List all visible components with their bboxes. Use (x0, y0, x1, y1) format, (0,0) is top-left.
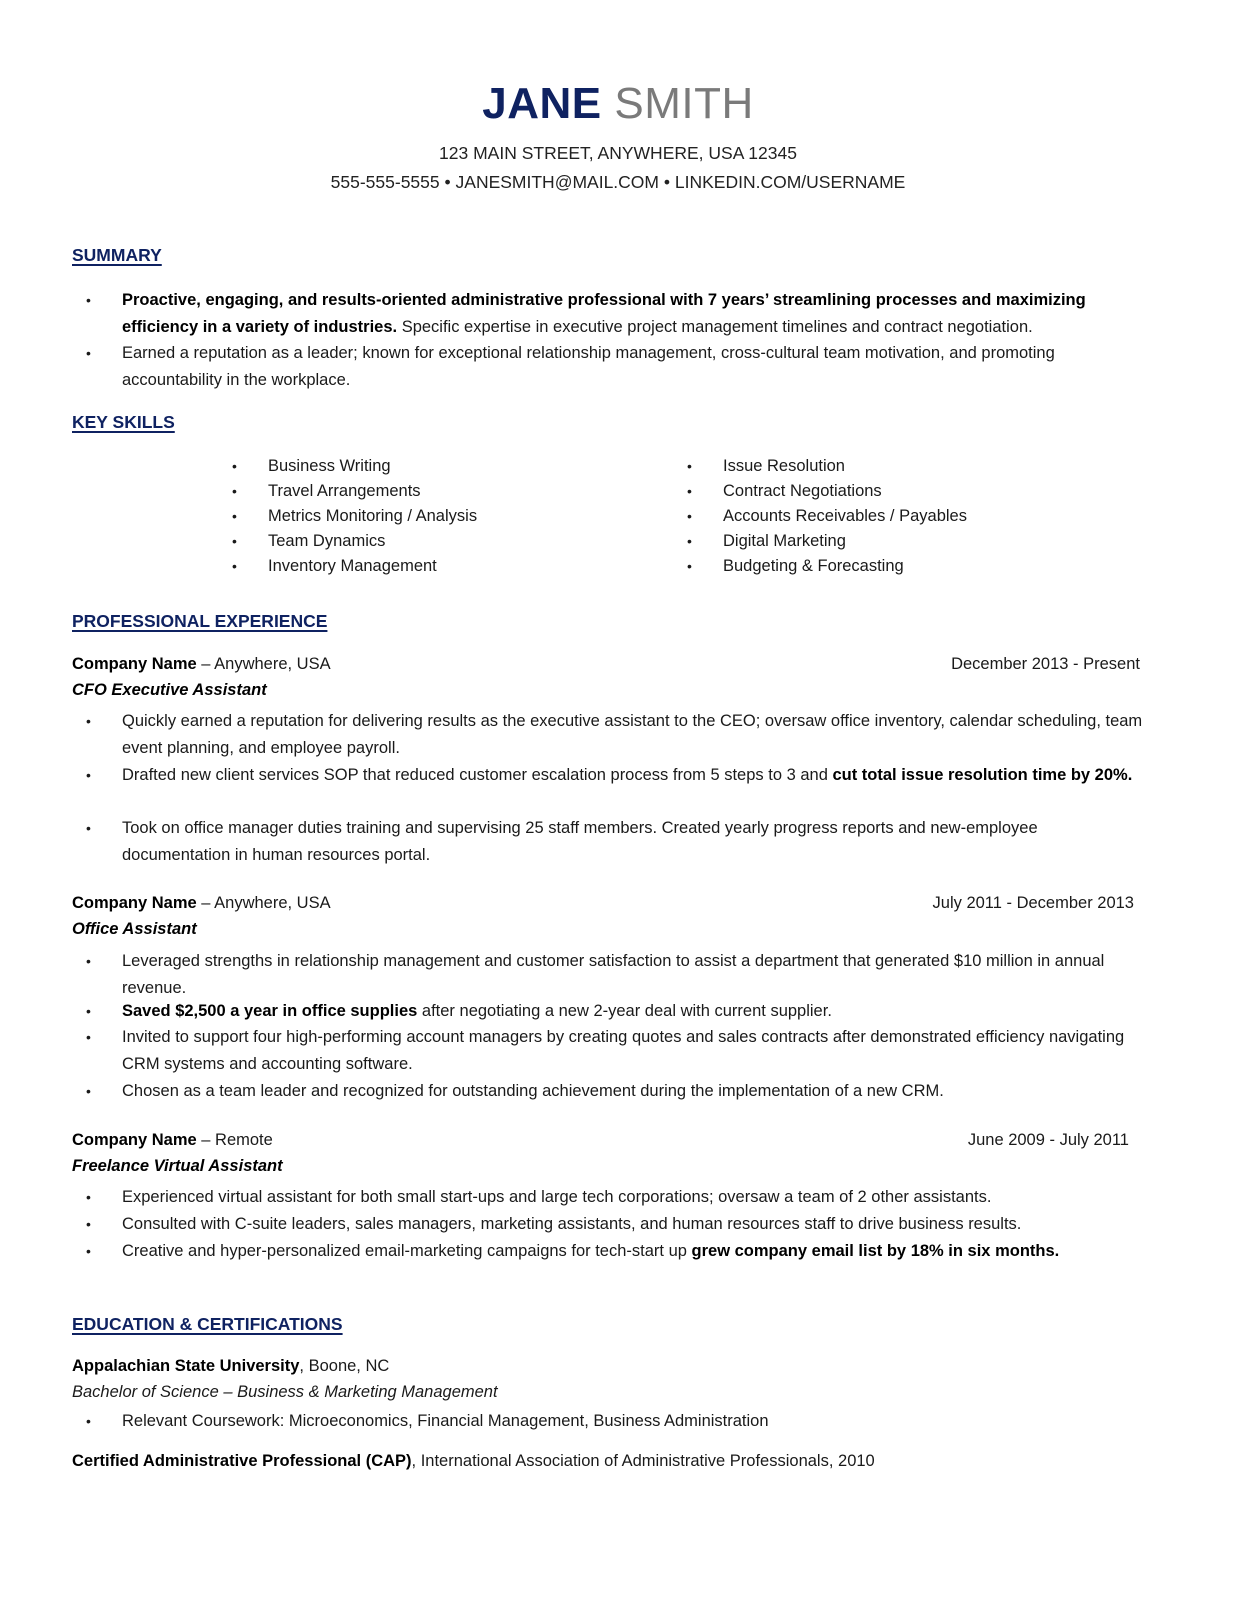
bullet-icon: • (86, 1413, 91, 1429)
bullet-icon: • (86, 292, 91, 308)
bullet-icon: • (86, 1216, 91, 1232)
skill-label: Digital Marketing (723, 532, 846, 550)
company-location: – Remote (196, 1131, 273, 1149)
skill-label: Team Dynamics (268, 532, 386, 550)
cert-detail: , International Association of Administrative Professionals, 2010 (411, 1452, 875, 1470)
address: 123 MAIN STREET, ANYWHERE, USA 12345 (439, 143, 797, 163)
job-title: CFO Executive Assistant (72, 681, 267, 699)
separator: • (444, 172, 451, 192)
job-dates: June 2009 - July 2011 (967, 1131, 1129, 1149)
school-location: , Boone, NC (299, 1357, 390, 1375)
summary-text: Specific expertise in executive project management timelines and contract negotiation. (397, 318, 1033, 336)
last-name: SMITH (614, 79, 754, 128)
school-line (72, 1354, 389, 1378)
job-dates: July 2011 - December 2013 (932, 894, 1134, 912)
bullet-bold: cut total issue resolution time by 20%. (832, 766, 1133, 784)
bullet-icon: • (86, 345, 91, 361)
skills-heading: KEY SKILLS (72, 412, 175, 432)
bullet-text: Experienced virtual assistant for both small start-ups and large tech corporations; oversaw a team of 2 other assistants. (122, 1188, 992, 1206)
bullet-icon: • (232, 483, 237, 499)
bullet-icon: • (86, 713, 91, 729)
linkedin[interactable]: LINKEDIN.COM/USERNAME (674, 172, 906, 192)
company-name: Company Name (72, 894, 197, 912)
skill-label: Contract Negotiations (723, 482, 882, 500)
skill-label: Business Writing (268, 457, 391, 475)
skill-label: Inventory Management (268, 557, 437, 575)
bullet-icon: • (232, 533, 237, 549)
bullet-icon: • (232, 458, 237, 474)
bullet-icon: • (86, 1243, 91, 1259)
bullet-text: Creative and hyper-personalized email-marketing campaigns for tech-start up (122, 1242, 692, 1260)
bullet-icon: • (86, 953, 91, 969)
skill-label: Budgeting & Forecasting (723, 557, 904, 575)
job-header (72, 891, 1134, 915)
bullet-icon: • (86, 1029, 91, 1045)
bullet-text: Consulted with C-suite leaders, sales managers, marketing assistants, and human resources staff to drive business results. (122, 1215, 1022, 1233)
bullet-text: Quickly earned a reputation for delivering results as the executive assistant to the CEO; oversaw office inventory, calendar scheduling, team event planning, and employee payroll. (122, 712, 1143, 757)
skill-label: Issue Resolution (723, 457, 845, 475)
summary-text: Earned a reputation as a leader; known for exceptional relationship management, cross-cultural team motivation, and promoting accountability in the workplace. (122, 344, 1055, 389)
bullet-icon: • (232, 508, 237, 524)
experience-heading: PROFESSIONAL EXPERIENCE (72, 611, 328, 631)
company-location: – Anywhere, USA (196, 655, 331, 673)
cert-name: Certified Administrative Professional (CAP) (72, 1452, 412, 1470)
bullet-bold: grew company email list by 18% in six months. (691, 1242, 1060, 1260)
bullet-bold: Saved $2,500 a year in office supplies (122, 1002, 418, 1020)
bullet-icon: • (86, 767, 91, 783)
company-name: Company Name (72, 1131, 197, 1149)
bullet-icon: • (232, 558, 237, 574)
bullet-icon: • (687, 483, 692, 499)
bullet-text: Drafted new client services SOP that reduced customer escalation process from 5 steps to 3 and (122, 766, 833, 784)
company-name: Company Name (72, 655, 197, 673)
education-heading: EDUCATION & CERTIFICATIONS (72, 1314, 343, 1334)
bullet-icon: • (86, 1083, 91, 1099)
job-header (72, 652, 1140, 676)
summary-item (86, 287, 1146, 341)
skill-label: Metrics Monitoring / Analysis (268, 507, 478, 525)
certification-line (72, 1449, 875, 1473)
bullet-icon: • (687, 558, 692, 574)
bullet-text: Invited to support four high-performing account managers by creating quotes and sales contracts after demonstrated efficiency navigating CRM systems and accounting software. (122, 1028, 1125, 1073)
contact-line (0, 170, 1236, 194)
bullet-text: Leveraged strengths in relationship management and customer satisfaction to assist a department that generated $10 million in annual revenue. (122, 952, 1105, 997)
job-header (72, 1128, 1129, 1152)
coursework: Relevant Coursework: Microeconomics, Financial Management, Business Administration (122, 1412, 769, 1430)
job-title: Office Assistant (72, 920, 197, 938)
summary-heading: SUMMARY (72, 245, 162, 265)
first-name: JANE (482, 79, 602, 128)
bullet-icon: • (687, 508, 692, 524)
bullet-text: Took on office manager duties training and supervising 25 staff members. Created yearly progress reports and new-employee documentation in human resources portal. (122, 819, 1038, 864)
bullet-icon: • (687, 533, 692, 549)
bullet-icon: • (687, 458, 692, 474)
job-dates: December 2013 - Present (951, 655, 1140, 673)
skill-label: Accounts Receivables / Payables (723, 507, 967, 525)
bullet-icon: • (86, 820, 91, 836)
degree: Bachelor of Science – Business & Marketing Management (72, 1383, 498, 1401)
phone: 555-555-5555 (330, 172, 440, 192)
school-name: Appalachian State University (72, 1357, 300, 1375)
summary-bold: Proactive, engaging, and results-oriented administrative professional with 7 years’ streamlining processes and maximizing efficiency in a variety of industries. (122, 291, 1086, 336)
job-title: Freelance Virtual Assistant (72, 1157, 283, 1175)
bullet-icon: • (86, 1189, 91, 1205)
email[interactable]: JANESMITH@MAIL.COM (455, 172, 659, 192)
candidate-name (0, 78, 1236, 130)
summary-item (86, 340, 1146, 394)
bullet-text: Chosen as a team leader and recognized for outstanding achievement during the implementation of a new CRM. (122, 1082, 944, 1100)
separator: • (663, 172, 671, 192)
company-location: – Anywhere, USA (196, 894, 331, 912)
bullet-icon: • (86, 1003, 91, 1019)
bullet-text: after negotiating a new 2-year deal with current supplier. (417, 1002, 832, 1020)
skill-label: Travel Arrangements (268, 482, 421, 500)
